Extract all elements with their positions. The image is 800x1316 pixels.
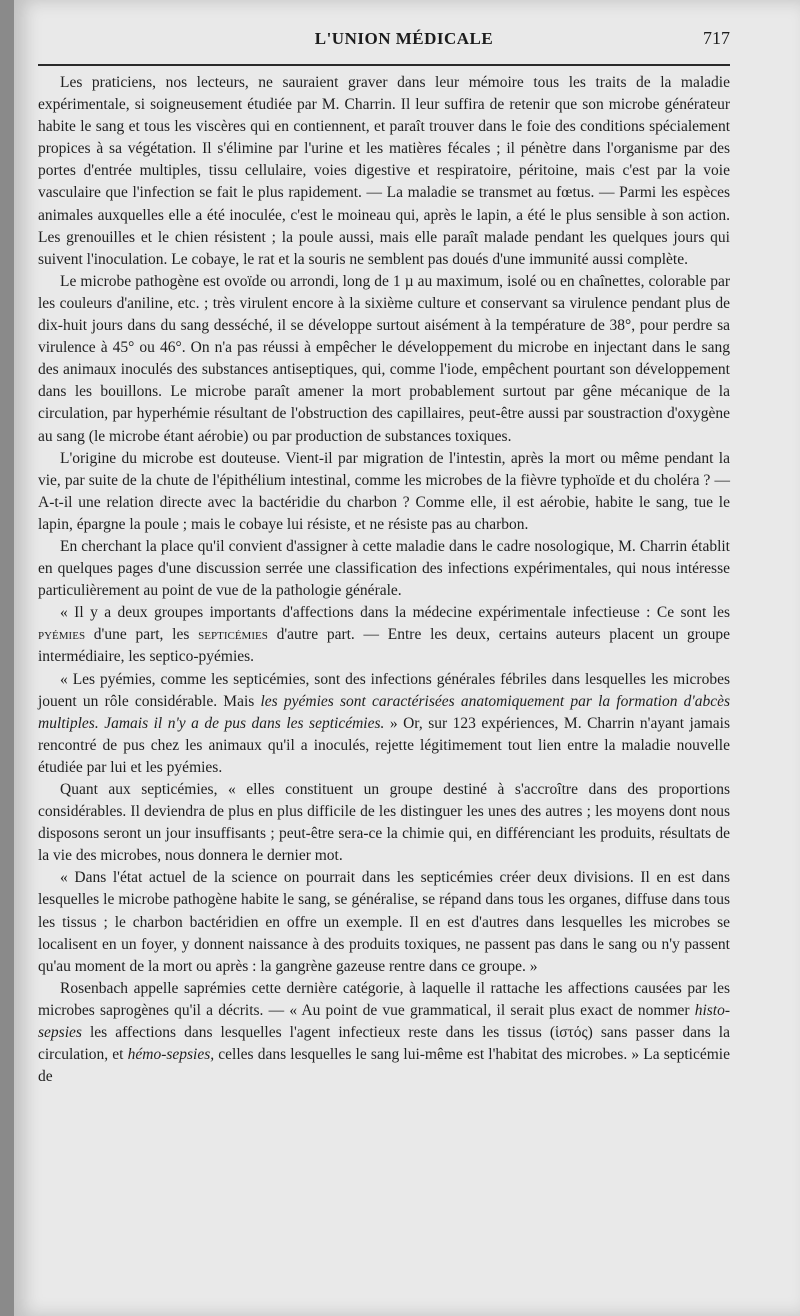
page-number: 717 bbox=[703, 28, 730, 48]
page-content bbox=[38, 28, 730, 1088]
paragraph-6-text: « Les pyémies, comme les septicémies, sont des infections générales fébriles dans lesquelles les microbes jouent un rôle considérable. Mais bbox=[38, 670, 730, 710]
paragraph-4: En cherchant la place qu'il convient d'assigner à cette maladie dans le cadre nosologique, M. Charrin établit en quelques pages d'une discussion serrée une classification des infections expérimentales, qui nous intéresse particulièrement au point de vue de la pathologie générale. bbox=[38, 537, 730, 600]
article-body bbox=[38, 72, 730, 1088]
page-sheet bbox=[14, 0, 800, 1316]
paragraph-6 bbox=[38, 669, 730, 779]
paragraph-5 bbox=[38, 602, 730, 668]
paragraph-5-text-3: d'autre part. — Entre les deux, certains auteurs placent un groupe intermédiaire, les septico-pyémies. bbox=[38, 626, 730, 666]
paragraph-1: Les praticiens, nos lecteurs, ne sauraient graver dans leur mémoire tous les traits de la maladie expérimentale, si soigneusement étudiée par M. Charrin. Il leur suffira de retenir que son microbe générateur habite le sang et tous les viscères qui en contiennent, et paraît trouver dans le foie des conditions spécialement propices à sa végétation. Il s'élimine par l'urine et les matières fécales ; il pénètre dans l'organisme par des portes d'entrée multiples, tissu cellulaire, voies digestive et respiratoire, péritoine, mais c'est par la voie vasculaire que l'infection se fait le plus rapidement. — La maladie se transmet au fœtus. — Parmi les espèces animales auxquelles elle a été inoculée, c'est le moineau qui, après le lapin, a été le plus sensible à son action. Les grenouilles et le chien résistent ; la poule aussi, mais elle paraît malade pendant les quelques jours qui suivent l'inoculation. Le cobaye, le rat et la souris ne semblent pas doués d'une immunité aussi complète. bbox=[38, 74, 730, 268]
paragraph-3: L'origine du microbe est douteuse. Vient-il par migration de l'intestin, après la mort ou même pendant la vie, par suite de la chute de l'épithélium intestinal, comme les microbes de la fièvre typhoïde et du choléra ? — A-t-il une relation directe avec la bactéridie du charbon ? Comme elle, il est aérobie, habite le sang, tue le lapin, épargne la poule ; mais le cobaye lui résiste, et ne résiste pas au charbon. bbox=[38, 449, 730, 533]
term-septicemies: septicémies bbox=[198, 626, 268, 644]
term-histo-sepsies: histo-sepsies bbox=[38, 1001, 730, 1042]
header-rule bbox=[38, 64, 730, 66]
running-title: L'UNION MÉDICALE bbox=[314, 29, 494, 48]
paragraph-9-text-3: celles dans lesquelles le sang lui-même est l'habitat des microbes. » La septicémie de bbox=[38, 1046, 730, 1086]
page-header bbox=[38, 28, 730, 56]
paragraph-8: « Dans l'état actuel de la science on pourrait dans les septicémies créer deux divisions. Il en est dans lesquelles le microbe pathogène habite le sang, se généralise, se répand dans tous les organes, diffuse dans tous les tissus ; le charbon bactéridien en offre un exemple. Il en est d'autres dans lesquelles les microbes se localisent en un foyer, y donnent naissance à des produits toxiques, ne passent pas dans le sang ou n'y passent qu'au moment de la mort ou après : la gangrène gazeuse rentre dans ce groupe. » bbox=[38, 869, 730, 975]
term-pyemies: pyémies bbox=[38, 626, 86, 644]
paragraph-9-text-2: les affections dans lesquelles l'agent infectieux reste dans les tissus (ἱστός) sans passer dans la circulation, et bbox=[38, 1024, 730, 1064]
paragraph-9-text: Rosenbach appelle saprémies cette dernière catégorie, à laquelle il rattache les affections causées par les microbes saprogènes qu'il a décrits. — « Au point de vue grammatical, il serait plus exact de nommer bbox=[38, 979, 730, 1019]
paragraph-7: Quant aux septicémies, « elles constituent un groupe destiné à s'accroître dans des proportions considérables. Il deviendra de plus en plus difficile de les distinguer les unes des autres ; les moyens dont nous disposons seront un jour insuffisants ; peut-être sera-ce la chimie qui, en différenciant les produits, résultats de la vie des microbes, nous donnera le dernier mot. bbox=[38, 781, 730, 865]
paragraph-5-text: « Il y a deux groupes importants d'affections dans la médecine expérimentale infectieuse : Ce sont les bbox=[60, 604, 730, 622]
paragraph-6-text-2: » Or, sur 123 expériences, M. Charrin n'ayant jamais rencontré de pus chez les animaux qu'il a inoculés, rejette légitimement tout lien entre la maladie nouvelle étudiée par lui et les pyémies. bbox=[38, 714, 730, 776]
paragraph-5-text-2: d'une part, les bbox=[85, 626, 199, 644]
paragraph-6-italic: les pyémies sont caractérisées anatomiquement par la formation d'abcès multiples. Jamais il n'y a de pus dans les septicémies. bbox=[38, 692, 730, 732]
paragraph-9 bbox=[38, 978, 730, 1088]
term-hemo-sepsies: hémo-sepsies, bbox=[127, 1046, 215, 1064]
paragraph-2: Le microbe pathogène est ovoïde ou arrondi, long de 1 µ au maximum, isolé ou en chaînettes, colorable par les couleurs d'aniline, etc. ; très virulent encore à la sixième culture et conservant sa virulence pendant plus de dix-huit jours dans du sang desséché, il se développe surtout aisément à la température de 38°, pour perdre sa virulence à 45° ou 46°. On n'a pas réussi à empêcher le développement du microbe en injectant dans le sang des animaux inoculés des substances antiseptiques, qui, comme l'iode, empêchent pourtant son développement dans les bouillons. Le microbe paraît amener la mort probablement surtout par gêne mécanique de la circulation, par hyperhémie résultant de l'obstruction des capillaires, peut-être aussi par soustraction d'oxygène au sang (le microbe étant aérobie) ou par production de substances toxiques. bbox=[38, 272, 730, 445]
